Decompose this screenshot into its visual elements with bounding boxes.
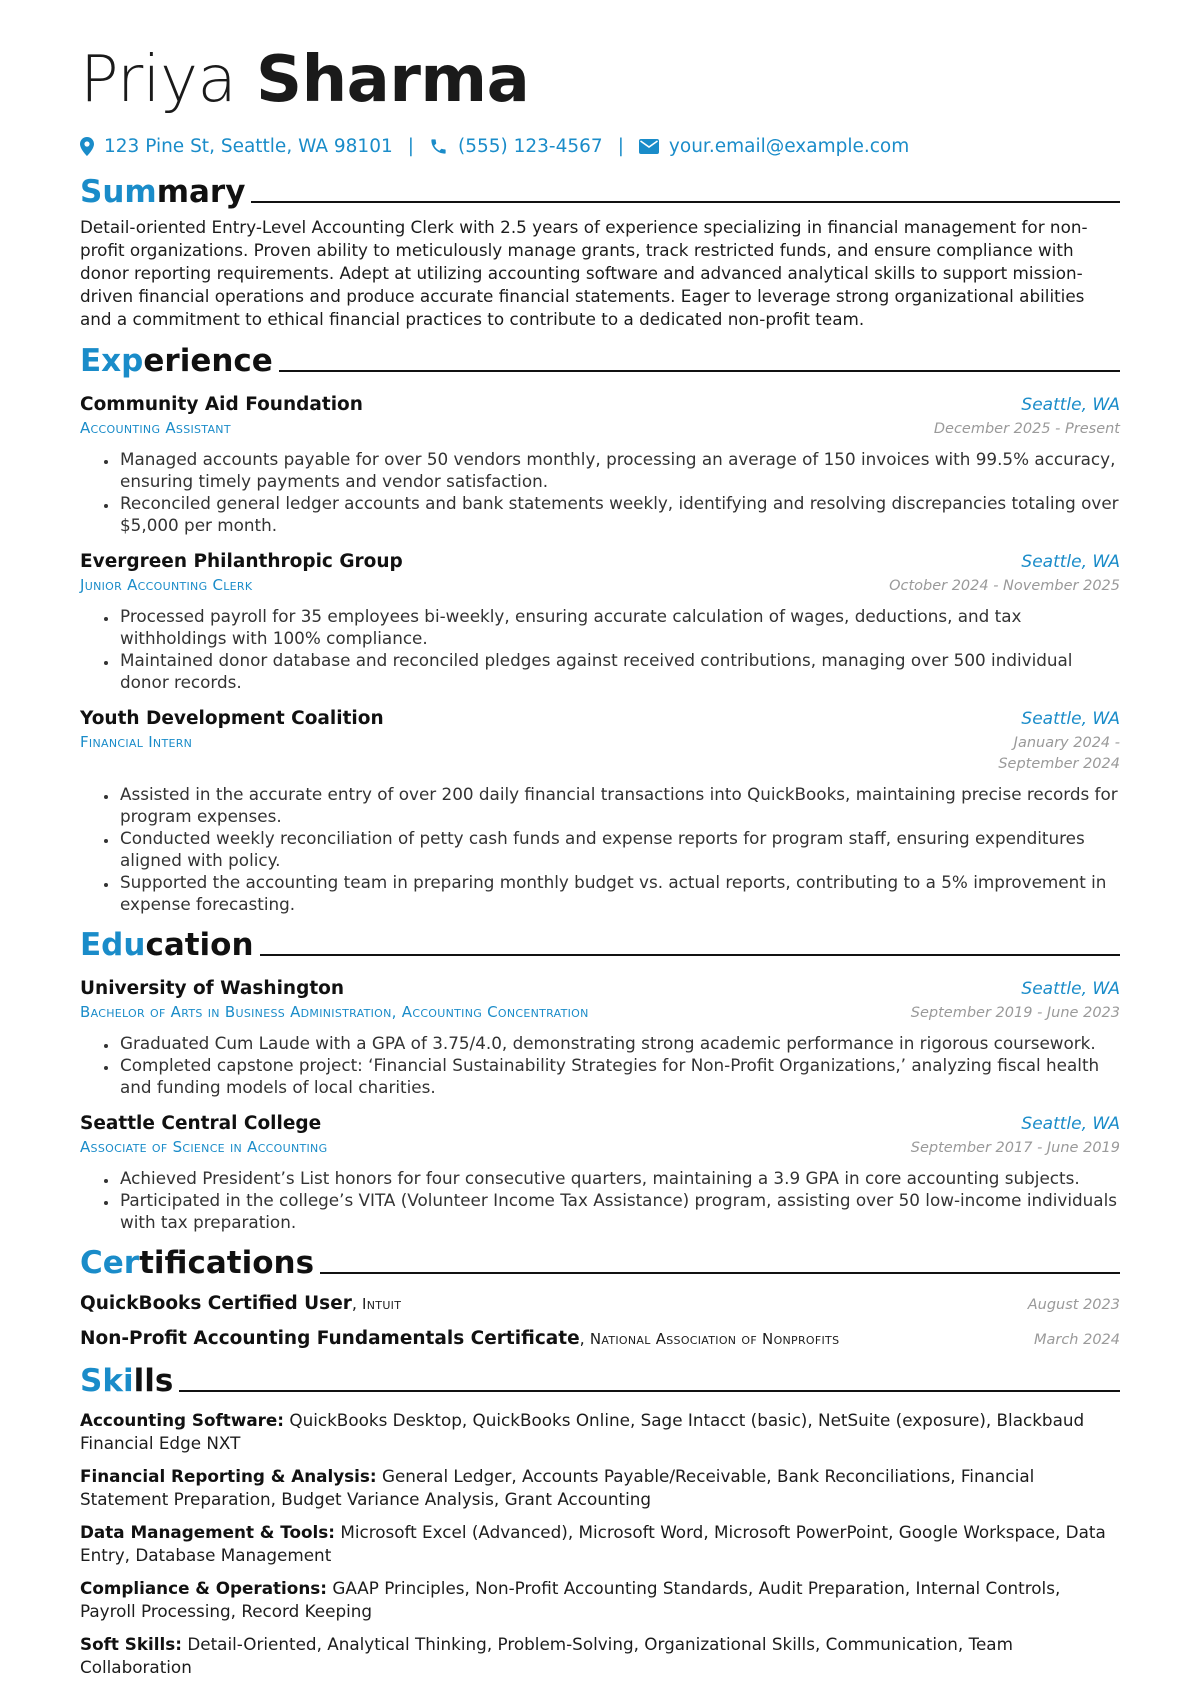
certification-name: QuickBooks Certified User [80,1293,352,1314]
skill-list: QuickBooks Desktop, QuickBooks Online, Sage Intacct (basic), NetSuite (exposure), Blackbaud Financial Edge NXT [80,1410,1085,1453]
date-range: December 2025 - Present [933,421,1120,437]
location: Seattle, WA [1021,1114,1120,1134]
institution-name: Seattle Central College [80,1113,322,1134]
date-range: January 2024 - September 2024 [998,735,1120,772]
organization-name: Youth Development Coalition [80,708,384,729]
education-entry [80,977,1120,1098]
organization-name: Evergreen Philanthropic Group [80,551,403,572]
list-item: • Managed accounts payable for over 50 vendors monthly, processing an average of 150 invoices with 99.5% accuracy, ensuring timely payments and vendor satisfaction. [118,448,1120,492]
first-name: Priya [80,43,237,117]
summary-heading [80,174,1120,210]
section-divider [279,370,1120,372]
certification-issuer: National Association of Nonprofits [589,1330,840,1348]
list-item: • Conducted weekly reconciliation of petty cash funds and expense reports for program staff, ensuring expenditures aligned with policy. [118,827,1120,871]
list-item: • Reconciled general ledger accounts and bank statements weekly, identifying and resolving discrepancies totaling over $5,000 per month. [118,492,1120,536]
organization-name: Community Aid Foundation [80,394,363,415]
degree: Associate of Science in Accounting [80,1138,328,1156]
experience-entry [80,550,1120,693]
skill-category: Accounting Software: [80,1410,285,1430]
skill-list: GAAP Principles, Non-Profit Accounting Standards, Audit Preparation, Internal Controls, Payroll Processing, Record Keeping [80,1578,1061,1621]
job-title: Junior Accounting Clerk [80,576,253,594]
list-item: • Achieved President’s List honors for four consecutive quarters, maintaining a 3.9 GPA in core accounting subjects. [118,1167,1120,1189]
certifications-heading [80,1245,1120,1281]
certification-name: Non-Profit Accounting Fundamentals Certificate [80,1328,580,1349]
education-heading [80,927,1120,963]
bullet-list [80,448,1120,536]
location: Seattle, WA [1021,395,1120,415]
skill-row [80,1521,1120,1567]
skill-row [80,1409,1120,1455]
phone-icon [429,137,448,156]
experience-heading [80,343,1120,379]
contact-separator: | [407,135,414,157]
envelope-icon [639,139,659,154]
section-divider [320,1272,1120,1274]
list-item: • Supported the accounting team in preparing monthly budget vs. actual reports, contributing to a 5% improvement in expense forecasting. [118,871,1120,915]
contact-phone[interactable] [429,136,603,157]
institution-name: University of Washington [80,978,345,999]
section-title: Summary [80,174,246,210]
contact-line [80,132,1120,160]
skill-category: Compliance & Operations: [80,1578,327,1598]
certification-item: Non-Profit Accounting Fundamentals Certificate, National Association of Nonprofits March 2024 [80,1328,1120,1349]
list-item: • Processed payroll for 35 employees bi-weekly, ensuring accurate calculation of wages, deductions, and tax withholdings with 100% compliance. [118,605,1120,649]
certification-date: August 2023 [1027,1297,1120,1313]
section-divider [179,1390,1120,1392]
list-item: • Assisted in the accurate entry of over 200 daily financial transactions into QuickBooks, maintaining precise records for program expenses. [118,783,1120,827]
location: Seattle, WA [1021,709,1120,729]
section-divider [251,201,1120,203]
contact-separator: | [617,135,624,157]
skill-category: Data Management & Tools: [80,1522,336,1542]
section-title: Certifications [80,1245,315,1281]
candidate-name [80,38,1120,122]
date-range: October 2024 - November 2025 [889,578,1120,594]
experience-entry [80,393,1120,536]
contact-address [80,136,393,157]
summary-text: Detail-oriented Entry-Level Accounting Clerk with 2.5 years of experience specializing in financial management for non-profit organizations. Proven ability to meticulously manage grants, track restricted funds, and ensure compliance with donor reporting requirements. Adept at utilizing accounting software and advanced analytical skills to support mission-driven financial operations and produce accurate financial statements. Eager to leverage strong organizational abilities and a commitment to ethical financial practices to contribute to a dedicated non-profit team. [80,217,1088,329]
bullet-list [80,783,1120,915]
certification-date: March 2024 [1033,1332,1120,1348]
skill-row [80,1633,1120,1679]
skill-list: General Ledger, Accounts Payable/Receivable, Bank Reconciliations, Financial Statement Preparation, Budget Variance Analysis, Grant Accounting [80,1466,1035,1509]
section-title: Education [80,927,254,963]
section-title: Experience [80,343,273,379]
experience-entry [80,707,1120,915]
skill-category: Soft Skills: [80,1634,182,1654]
contact-email[interactable] [639,136,909,157]
skills-heading [80,1363,1120,1399]
bullet-list [80,1167,1120,1233]
section-divider [260,954,1120,956]
certification-item: QuickBooks Certified User, Intuit August 2023 [80,1293,1120,1314]
job-title: Accounting Assistant [80,419,231,437]
degree: Bachelor of Arts in Business Administration, Accounting Concentration [80,1003,589,1021]
location: Seattle, WA [1021,979,1120,999]
list-item: • Completed capstone project: ‘Financial Sustainability Strategies for Non-Profit Organizations,’ analyzing fiscal health and funding models of local charities. [118,1054,1120,1098]
bullet-list [80,605,1120,693]
email-text: your.email@example.com [668,135,910,157]
skill-row [80,1577,1120,1623]
skill-category: Financial Reporting & Analysis: [80,1466,377,1486]
skill-list: Microsoft Excel (Advanced), Microsoft Word, Microsoft PowerPoint, Google Workspace, Data Entry, Database Management [80,1522,1106,1565]
map-marker-icon [80,137,94,156]
list-item: • Graduated Cum Laude with a GPA of 3.75/4.0, demonstrating strong academic performance in rigorous coursework. [118,1032,1120,1054]
education-entry [80,1112,1120,1233]
address-text: 123 Pine St, Seattle, WA 98101 [104,135,393,157]
list-item: • Participated in the college’s VITA (Volunteer Income Tax Assistance) program, assisting over 50 low-income individuals with tax preparation. [118,1189,1120,1233]
location: Seattle, WA [1021,552,1120,572]
date-range: September 2017 - June 2019 [910,1140,1120,1156]
list-item: • Maintained donor database and reconciled pledges against received contributions, managing over 500 individual donor records. [118,649,1120,693]
date-range: September 2019 - June 2023 [910,1005,1120,1021]
phone-text: (555) 123-4567 [457,135,603,157]
job-title: Financial Intern [80,733,193,751]
last-name: Sharma [256,43,530,117]
certification-issuer: Intuit [362,1295,402,1313]
bullet-list [80,1032,1120,1098]
skill-row [80,1465,1120,1511]
section-title: Skills [80,1363,174,1399]
skill-list: Detail-Oriented, Analytical Thinking, Problem-Solving, Organizational Skills, Communication, Team Collaboration [80,1634,1013,1677]
